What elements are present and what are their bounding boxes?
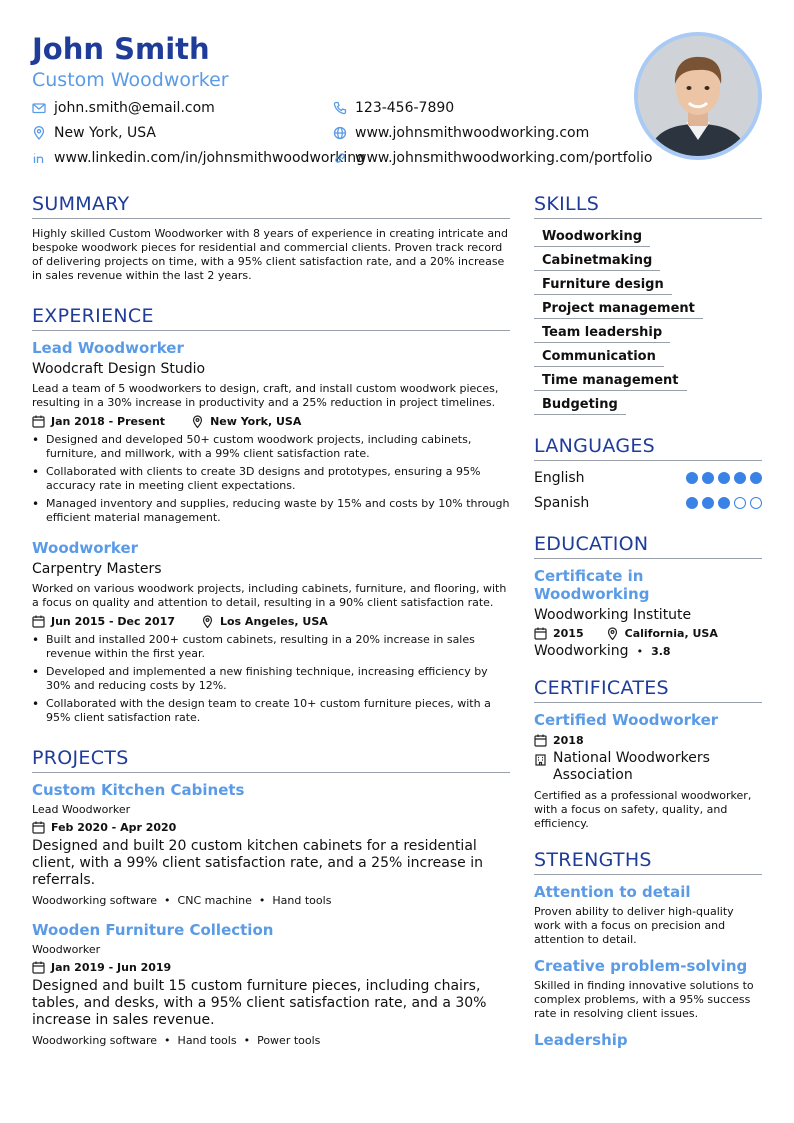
experience-heading: EXPERIENCE [32,305,510,331]
level-dot-filled [750,472,762,484]
languages-heading: LANGUAGES [534,435,762,461]
linkedin-icon [32,151,46,165]
certificate-issuer: National Woodworkers Association [553,750,710,783]
job-meta [32,615,510,628]
location-pin-icon [201,615,214,628]
certificate-item [534,711,762,831]
job-company: Woodcraft Design Studio [32,361,206,377]
project-description: Designed and built 20 custom kitchen cabinets for a residential client, with a 99% client satisfaction rate, and a 25% increase in referrals. [32,838,483,888]
location-pin-icon [191,415,204,428]
certificate-year: 2018 [553,734,584,747]
education-heading: EDUCATION [534,533,762,559]
website-text: www.johnsmithwoodworking.com [355,125,590,141]
skill-item: Cabinetmaking [534,251,660,271]
phone-text: 123-456-7890 [355,100,455,116]
project-tags: Woodworking software • CNC machine • Hand tools [32,894,332,907]
experience-item [32,539,510,725]
experience-item [32,339,510,525]
separator-dot: • [636,644,644,658]
calendar-icon [32,821,45,834]
languages-list [534,465,762,515]
job-title: Woodworker [32,539,139,557]
language-name: English [534,469,585,486]
project-tag: Hand tools [272,894,332,907]
project-item [32,921,510,1047]
strength-name: Leadership [534,1031,628,1049]
candidate-title: Custom Woodworker [32,69,229,91]
skill-item: Furniture design [534,275,672,295]
project-description: Designed and built 15 custom furniture pieces, including chairs, tables, and desks, with a 95% client satisfaction rate, and a 30% increase in sales revenue. [32,978,487,1028]
job-meta [32,415,510,428]
job-company: Carpentry Masters [32,561,162,577]
language-row [534,465,762,490]
location-pin-icon [32,126,46,140]
job-dates: Jun 2015 - Dec 2017 [51,615,175,628]
contact-linkedin[interactable] [32,150,365,166]
job-bullet: • Developed and implemented a new finishing technique, increasing efficiency by 30% and reducing costs by 12%. [32,665,510,693]
strength-description: Skilled in finding innovative solutions to complex problems, with a 95% success rate in resolving client issues. [534,979,754,1020]
job-title: Lead Woodworker [32,339,184,357]
project-meta [32,961,510,974]
project-dates: Jan 2019 - Jun 2019 [51,961,172,974]
level-dot-filled [718,497,730,509]
job-location: New York, USA [210,415,302,428]
job-bullet: • Collaborated with the design team to create 10+ custom furniture pieces, with a 95% client satisfaction rate. [32,697,510,725]
calendar-icon [32,415,45,428]
job-bullet: • Collaborated with clients to create 3D designs and prototypes, ensuring a 95% accuracy rate in meeting client expectations. [32,465,510,493]
project-tag: Hand tools [177,1034,237,1047]
project-name: Custom Kitchen Cabinets [32,781,245,799]
education-degree: Certificate in Woodworking [534,567,650,603]
email-icon [32,101,46,115]
project-tag: Woodworking software [32,1034,158,1047]
job-dates: Jan 2018 - Present [51,415,166,428]
job-bullets [32,633,510,725]
location-pin-icon [606,627,619,640]
project-item [32,781,510,907]
level-dot-filled [734,472,746,484]
level-dot-empty [750,497,762,509]
calendar-icon [534,734,547,747]
project-role: Lead Woodworker [32,803,131,816]
project-tag: CNC machine [177,894,252,907]
level-dot-filled [718,472,730,484]
skill-item: Time management [534,371,687,391]
portfolio-text: www.johnsmithwoodworking.com/portfolio [355,150,653,166]
job-bullet: • Built and installed 200+ custom cabinets, resulting in a 20% increase in sales revenue within the first year. [32,633,510,661]
job-bullet: • Designed and developed 50+ custom woodwork projects, including cabinets, furniture, and millwork, with a 99% client satisfaction rate. [32,433,510,461]
calendar-icon [534,627,547,640]
skill-item: Project management [534,299,703,319]
strength-item [534,957,762,1021]
left-column [32,193,510,1047]
contact-phone[interactable] [333,100,454,116]
education-field-row [534,643,762,659]
project-tag: Woodworking software [32,894,158,907]
skill-item: Communication [534,347,664,367]
contact-location [32,125,156,141]
contact-email[interactable] [32,100,215,116]
portrait-image [638,36,758,156]
certificate-name: Certified Woodworker [534,711,719,729]
education-meta [534,627,762,640]
level-dot-filled [686,497,698,509]
summary-heading: SUMMARY [32,193,510,219]
project-role: Woodworker [32,943,101,956]
level-dot-filled [702,497,714,509]
job-description: Lead a team of 5 woodworkers to design, craft, and install custom woodwork pieces, resulting in a 30% increase in productivity and a 25% reduction in project timelines. [32,382,499,409]
certificate-issuer-row [534,750,762,784]
level-dot-empty [734,497,746,509]
profile-photo [634,32,762,160]
skills-list [534,225,762,417]
location-text: New York, USA [54,125,156,141]
job-bullets [32,433,510,525]
project-tag: Power tools [257,1034,321,1047]
strength-name: Creative problem-solving [534,957,748,975]
project-meta [32,821,510,834]
contact-website[interactable] [333,125,589,141]
calendar-icon [32,615,45,628]
certificate-meta [534,734,762,747]
language-row [534,490,762,515]
globe-icon [333,126,347,140]
skill-item: Woodworking [534,227,650,247]
education-school: Woodworking Institute [534,607,692,623]
education-year: 2015 [553,627,584,640]
projects-heading: PROJECTS [32,747,510,773]
language-level [686,472,762,484]
job-location: Los Angeles, USA [219,615,328,628]
calendar-icon [32,961,45,974]
education-field: Woodworking [534,643,629,659]
education-item [534,567,762,659]
strength-description: Proven ability to deliver high-quality work with a focus on precision and attention to detail. [534,905,734,946]
candidate-name: John Smith [32,32,210,66]
contact-portfolio[interactable] [333,150,653,166]
right-column [534,193,762,1049]
certificate-description: Certified as a professional woodworker, with a focus on safety, quality, and efficiency. [534,789,752,830]
strength-name: Attention to detail [534,883,691,901]
job-bullet: • Managed inventory and supplies, reducing waste by 15% and costs by 10% through efficient material management. [32,497,510,525]
summary-text: Highly skilled Custom Woodworker with 8 years of experience in creating intricate and bespoke woodwork pieces for residential and commercial clients. Proven track record of delivering projects on time, with a 95% client satisfaction rate, and a 20% increase in sales revenue within the last 2 years. [32,227,509,282]
level-dot-filled [702,472,714,484]
strength-item [534,1031,762,1049]
project-dates: Feb 2020 - Apr 2020 [51,821,177,834]
linkedin-text: www.linkedin.com/in/johnsmithwoodworking [54,150,365,166]
email-text: john.smith@email.com [54,100,215,116]
education-gpa: 3.8 [651,644,671,658]
project-name: Wooden Furniture Collection [32,921,274,939]
language-name: Spanish [534,494,590,511]
project-tags: Woodworking software • Hand tools • Power tools [32,1034,321,1047]
language-level [686,497,762,509]
strengths-heading: STRENGTHS [534,849,762,875]
phone-icon [333,101,347,115]
skill-item: Team leadership [534,323,670,343]
skills-heading: SKILLS [534,193,762,219]
skill-item: Budgeting [534,395,626,415]
building-icon [534,753,547,766]
job-description: Worked on various woodwork projects, including cabinets, furniture, and flooring, with a focus on quality and attention to detail, resulting in a 90% client satisfaction rate. [32,582,507,609]
education-location: California, USA [624,627,718,640]
strength-item [534,883,762,947]
link-icon [333,151,347,165]
certificates-heading: CERTIFICATES [534,677,762,703]
level-dot-filled [686,472,698,484]
